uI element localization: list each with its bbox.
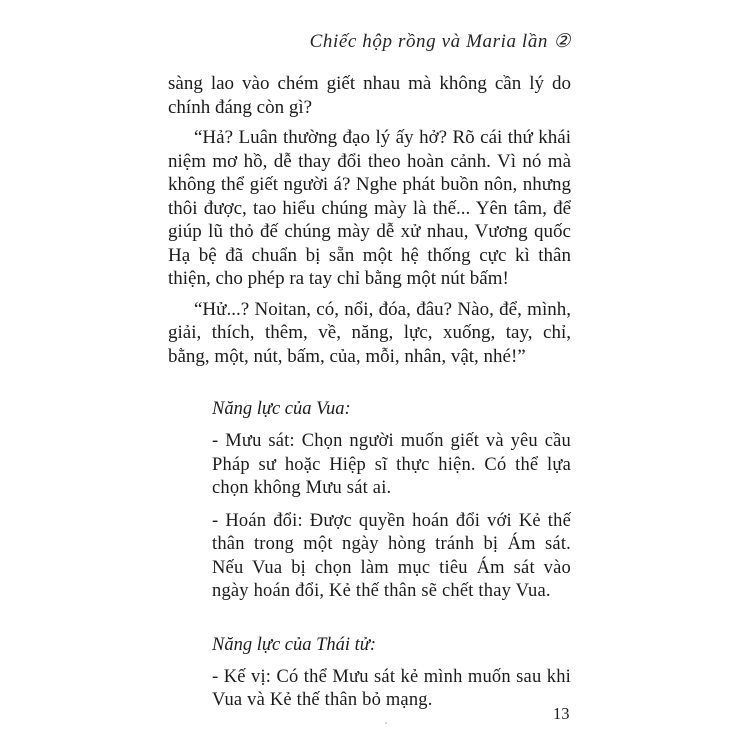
ability-item-succession: - Kế vị: Có thể Mưu sát kẻ mình muốn sau khi Vua và Kẻ thế thân bỏ mạng. [212, 666, 571, 710]
ability-block-crown-prince [212, 634, 571, 713]
running-title: Chiếc hộp rồng và Maria lần ② [309, 31, 571, 52]
paragraph-dialogue-2: “Hử...? Noitan, có, nổi, đóa, đâu? Nào, để, mình, giải, thích, thêm, về, năng, lực, xuống, tay, chỉ, bằng, một, nút, bấm, của, mỗi, nhân, vật, nhé!” [168, 298, 571, 367]
scan-artifact-speck [385, 722, 387, 724]
ability-item-assassinate: - Mưu sát: Chọn người muốn giết và yêu cầu Pháp sư hoặc Hiệp sĩ thực hiện. Có thể lựa chọn không Mưu sát ai. [212, 431, 571, 498]
ability-block-king [212, 398, 571, 604]
page-number: 13 [553, 704, 570, 723]
text-column [168, 30, 571, 722]
ability-heading-king: Năng lực của Vua: [212, 399, 351, 419]
ability-heading-crown-prince: Năng lực của Thái tử: [212, 634, 377, 655]
paragraph-continuation: sàng lao vào chém giết nhau mà không cần lý do chính đáng còn gì? [168, 73, 571, 118]
paragraph-dialogue-1: “Hả? Luân thường đạo lý ấy hở? Rõ cái thứ khái niệm mơ hồ, dễ thay đổi theo hoàn cảnh. Vì nó mà không thể giết người á? Nghe phát buồn nôn, nhưng thôi được, tao hiểu chúng mày là thế... Yên tâm, để giúp lũ thỏ đế chúng mày dễ xử nhau, Vương quốc Hạ bệ đã chuẩn bị sẵn một hệ thống cực kì thân thiện, cho phép ra tay chỉ bằng một nút bấm! [168, 127, 571, 289]
ability-item-swap: - Hoán đổi: Được quyền hoán đổi với Kẻ thế thân trong một ngày hòng tránh bị Ám sát. Nếu Vua bị chọn làm mục tiêu Ám sát vào ngày hoán đổi, Kẻ thế thân sẽ chết thay Vua. [212, 510, 571, 601]
